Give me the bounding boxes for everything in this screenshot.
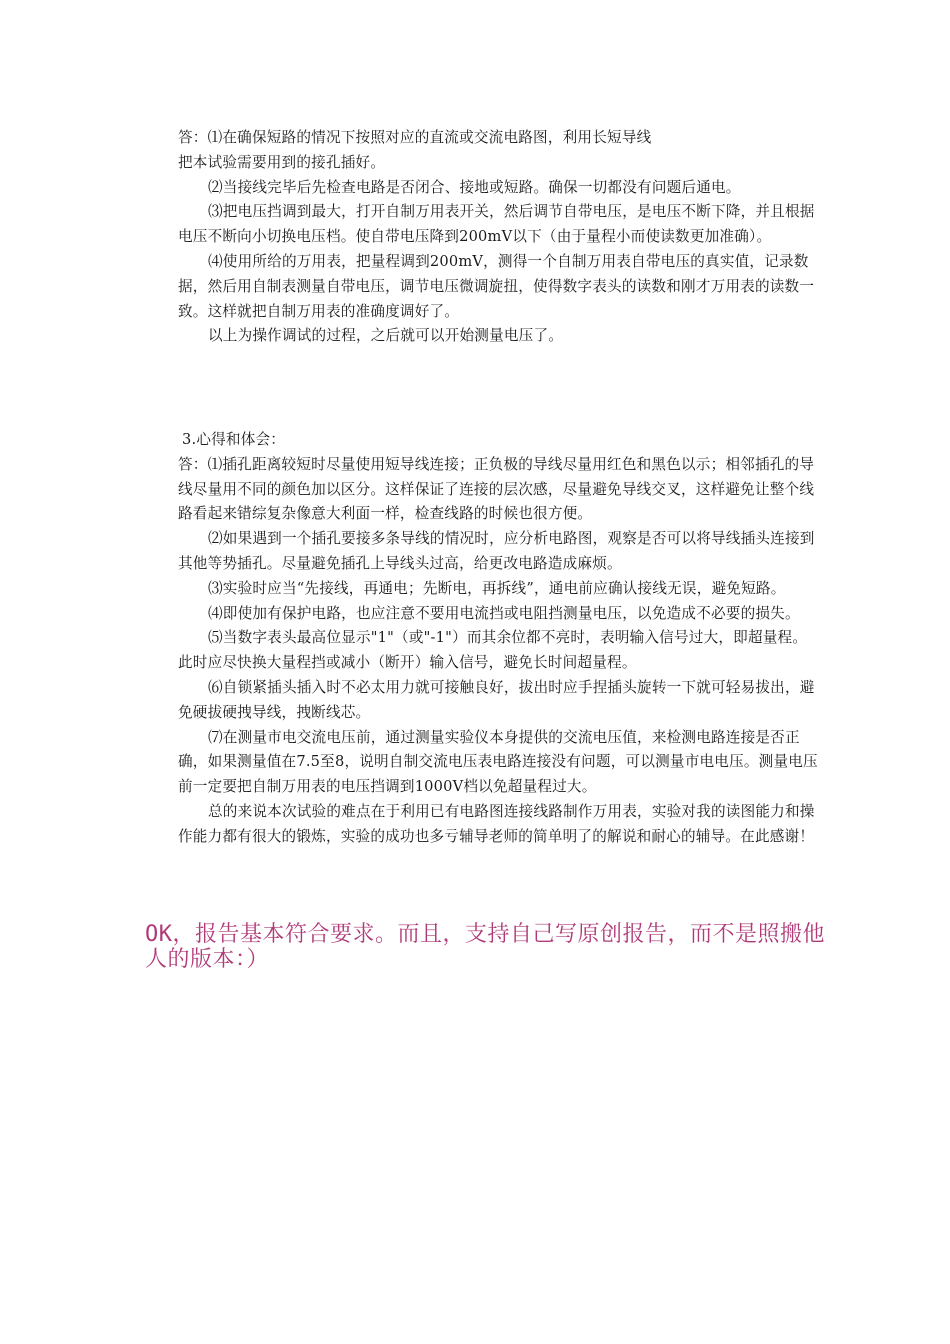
procedure-section (178, 126, 818, 349)
reflection-item-1: 答：⑴插孔距离较短时尽量使用短导线连接；正负极的导线尽量用红色和黑色以示；相邻插孔的导线尽量用不同的颜色加以区分。这样保证了连接的层次感，尽量避免导线交叉，这样避免让整个线路看起来错综复杂像意大利面一样，检查线路的时候也很方便。 (178, 455, 815, 523)
reflection-item-2: ⑵如果遇到一个插孔要接多条导线的情况时，应分析电路图，观察是否可以将导线插头连接到其他等势插孔。尽量避免插孔上导线头过高，给更改电路造成麻烦。 (178, 530, 815, 572)
reflection-item-3: ⑶实验时应当“先接线，再通电；先断电，再拆线”，通电前应确认接线无误，避免短路。 (208, 579, 786, 597)
reflection-heading: 3.心得和体会： (182, 431, 286, 448)
procedure-closing: 以上为操作调试的过程，之后就可以开始测量电压了。 (208, 327, 564, 345)
reflection-item-6: ⑹自锁紧插头插入时不必太用力就可接触良好，拔出时应手捏插头旋转一下就可轻易拔出，避免硬拔硬拽导线，拽断线芯。 (178, 678, 815, 721)
teacher-comment: OK，报告基本符合要求。而且，支持自己写原创报告，而不是照搬他人的版本：） (145, 922, 825, 972)
procedure-step-2: ⑵当接线完毕后先检查电路是否闭合、接地或短路。确保一切都没有问题后通电。 (208, 178, 741, 196)
reflection-item-5: ⑸当数字表头最高位显示"1"（或"-1"）而其余位都不亮时，表明输入信号过大，即超量程。此时应尽快换大量程挡或减小（断开）输入信号，避免长时间超量程。 (178, 629, 808, 672)
reflection-section (178, 428, 818, 850)
reflection-item-7: ⑺在测量市电交流电压前，通过测量实验仪本身提供的交流电压值，来检测电路连接是否正确，如果测量值在7.5至8，说明自制交流电压表电路连接没有问题，可以测量市电电压。测量电压前一定要把自制万用表的电压挡调到1000V档以免超量程过大。 (178, 728, 818, 796)
reflection-item-4: ⑷即使加有保护电路，也应注意不要用电流挡或电阻挡测量电压，以免造成不必要的损失。 (208, 604, 800, 622)
answer-line-1: 答：⑴在确保短路的情况下按照对应的直流或交流电路图，利用长短导线 (178, 129, 652, 146)
procedure-step-3: ⑶把电压挡调到最大，打开自制万用表开关，然后调节自带电压，是电压不断下降，并且根据电压不断向小切换电压档。使自带电压降到200mV以下（由于量程小而使读数更加准确）。 (178, 203, 815, 246)
procedure-step-4: ⑷使用所给的万用表，把量程调到200mV，测得一个自制万用表自带电压的真实值，记录数据，然后用自制表测量自带电压，调节电压微调旋扭，使得数字表头的读数和刚才万用表的读数一致。这样就把自制万用表的准确度调好了。 (178, 252, 815, 320)
reflection-summary: 总的来说本次试验的难点在于利用已有电路图连接线路制作万用表，实验对我的读图能力和操作能力都有很大的锻炼，实验的成功也多亏辅导老师的简单明了的解说和耐心的辅导。在此感谢！ (178, 802, 815, 845)
answer-line-2: 把本试验需要用到的接孔插好。 (178, 153, 386, 171)
